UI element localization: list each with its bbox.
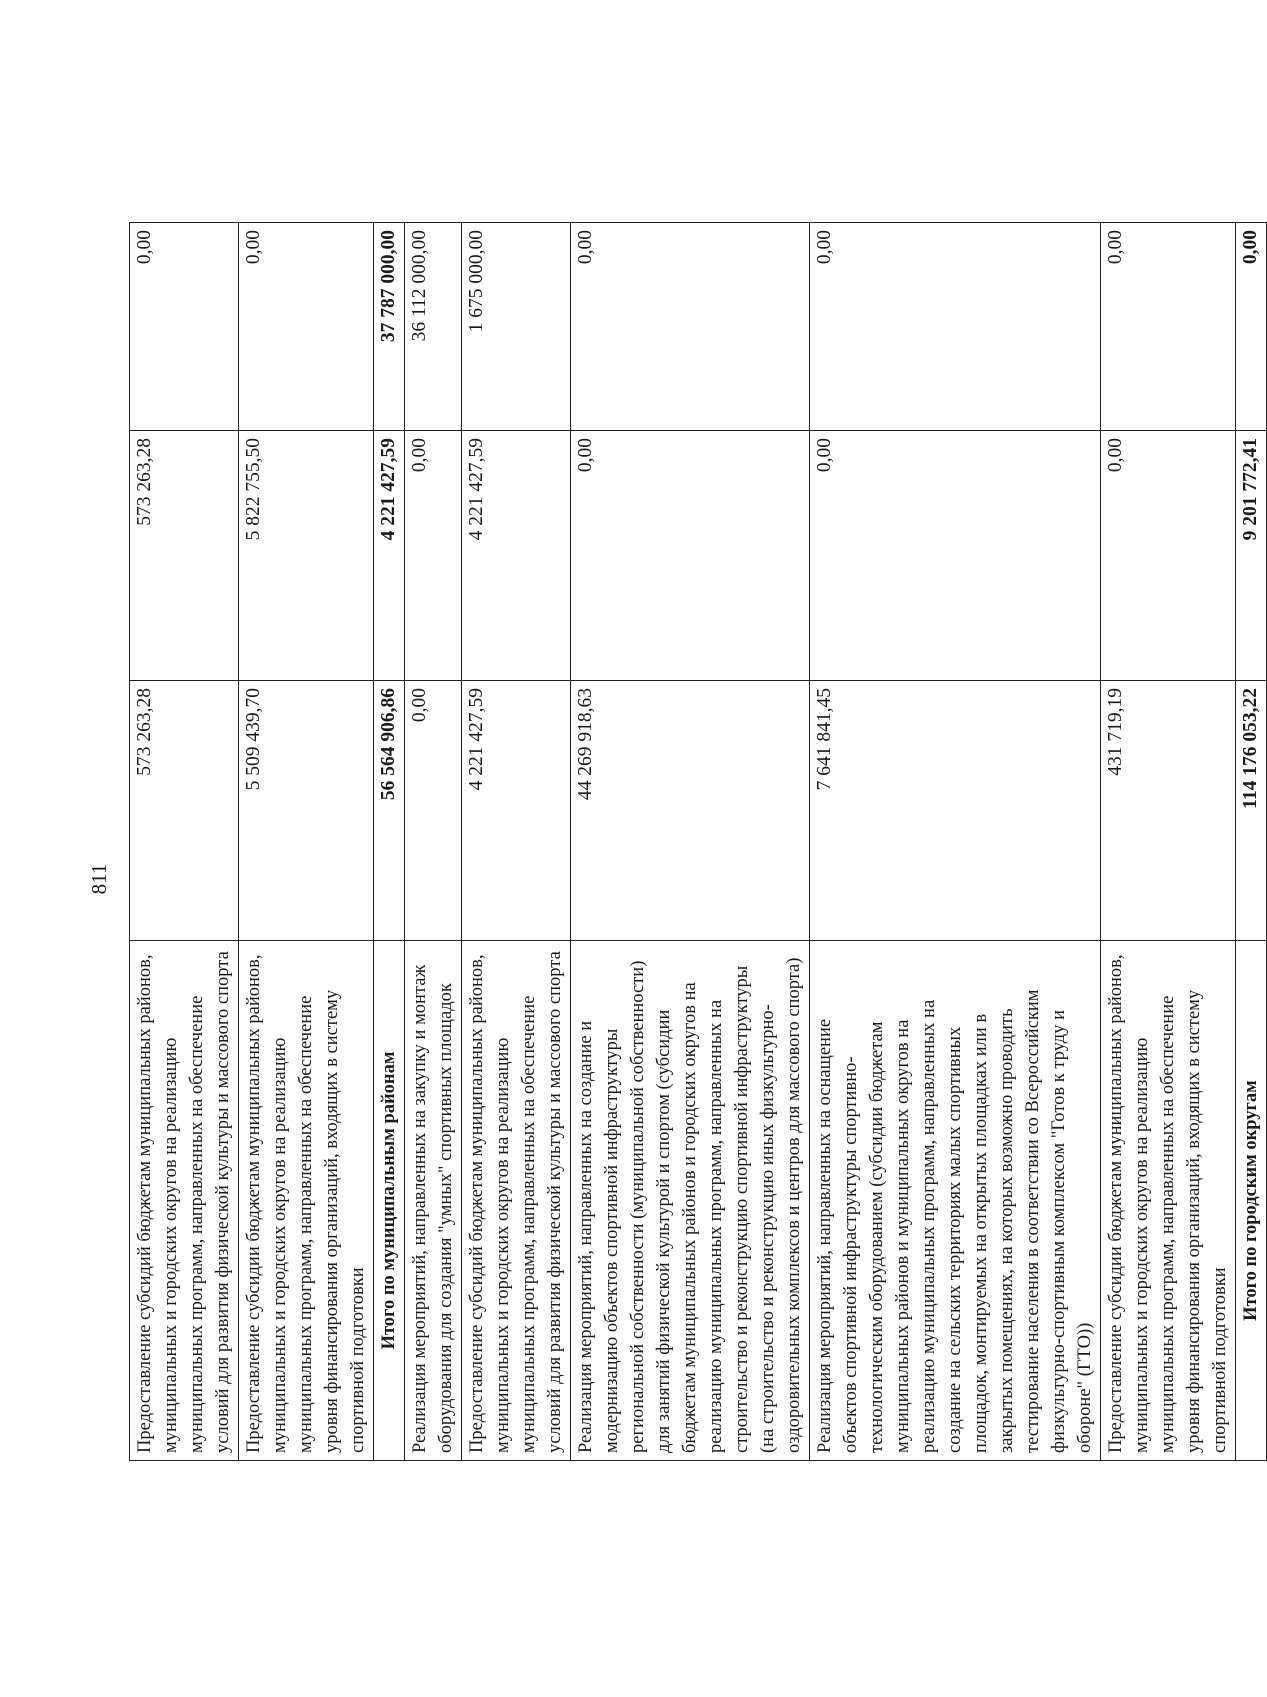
rotated-table-container: [129, 223, 1261, 1461]
table-row: [405, 223, 462, 1461]
row-value-col3: 37 787 000,00: [374, 223, 405, 431]
row-value-col1: 114 176 053,22: [1236, 681, 1267, 941]
total-row-city-districts: [1236, 223, 1267, 1461]
row-value-col2: 5 822 755,50: [239, 431, 374, 681]
table-row: [571, 223, 810, 1461]
table-row: [462, 223, 571, 1461]
row-description: Предоставление субсидий бюджетам муниципальных районов, муниципальных и городских округов на реализацию муниципальных программ, направленных на обеспечение условий для развития физической культуры и массового спорта: [462, 941, 571, 1461]
row-value-col2: 573 263,28: [130, 431, 239, 681]
row-value-col2: 9 201 772,41: [1236, 431, 1267, 681]
row-value-col2: 0,00: [1101, 431, 1236, 681]
row-description: Итого по муниципальным районам: [374, 941, 405, 1461]
row-value-col1: 0,00: [405, 681, 462, 941]
row-value-col1: 56 564 906,86: [374, 681, 405, 941]
row-description: Итого по городским округам: [1236, 941, 1267, 1461]
table-row: [1101, 223, 1236, 1461]
row-description: Предоставление субсидий бюджетам муниципальных районов, муниципальных и городских округов на реализацию муниципальных программ, направленных на обеспечение условий для развития физической культуры и массового спорта: [130, 941, 239, 1461]
row-description: Предоставление субсидии бюджетам муниципальных районов, муниципальных и городских округов на реализацию муниципальных программ, направленных на обеспечение уровня финансирования организаций, входящих в систему спортивной подготовки: [1101, 941, 1236, 1461]
row-value-col2: 0,00: [405, 431, 462, 681]
row-description: Реализация мероприятий, направленных на оснащение объектов спортивной инфраструктуры спортивно-технологическим оборудованием (субсидии бюджетам муниципальных районов и муниципальных округов на реализацию муниципальных программ, направленных на создание на сельских территориях малых спортивных площадок, монтируемых на открытых площадках или в закрытых помещениях, на которых возможно проводить тестирование населения в соответствии со Всероссийским физкультурно-спортивным комплексом "Готов к труду и обороне" (ГТО)): [810, 941, 1101, 1461]
row-value-col3: 36 112 000,00: [405, 223, 462, 431]
row-value-col1: 7 641 841,45: [810, 681, 1101, 941]
row-value-col1: 44 269 918,63: [571, 681, 810, 941]
row-value-col3: 0,00: [1101, 223, 1236, 431]
row-value-col2: 0,00: [810, 431, 1101, 681]
row-value-col3: 0,00: [571, 223, 810, 431]
table-row: [810, 223, 1101, 1461]
budget-table: [129, 222, 1267, 1461]
row-value-col2: 0,00: [571, 431, 810, 681]
row-description: Реализация мероприятий, направленных на закупку и монтаж оборудования для создания "умных" спортивных площадок: [405, 941, 462, 1461]
row-value-col1: 5 509 439,70: [239, 681, 374, 941]
row-value-col3: 1 675 000,00: [462, 223, 571, 431]
table-row: [130, 223, 239, 1461]
total-row-municipal-districts: [374, 223, 405, 1461]
row-value-col1: 4 221 427,59: [462, 681, 571, 941]
row-value-col1: 573 263,28: [130, 681, 239, 941]
row-description: Предоставление субсидии бюджетам муниципальных районов, муниципальных и городских округов на реализацию муниципальных программ, направленных на обеспечение уровня финансирования организаций, входящих в систему спортивной подготовки: [239, 941, 374, 1461]
table-row: [239, 223, 374, 1461]
row-value-col3: 0,00: [1236, 223, 1267, 431]
page-number: 811: [87, 863, 111, 895]
row-value-col3: 0,00: [130, 223, 239, 431]
row-value-col2: 4 221 427,59: [462, 431, 571, 681]
row-value-col3: 0,00: [810, 223, 1101, 431]
row-value-col3: 0,00: [239, 223, 374, 431]
row-description: Реализация мероприятий, направленных на создание и модернизацию объектов спортивной инфраструктуры региональной собственности (муниципальной собственности) для занятий физической культурой и спортом (субсидии бюджетам муниципальных районов и городских округов на реализацию муниципальных программ, направленных на строительство и реконструкцию спортивной инфраструктуры (на строительство и реконструкцию иных физкультурно-оздоровительных комплексов и центров для массового спорта): [571, 941, 810, 1461]
row-value-col2: 4 221 427,59: [374, 431, 405, 681]
row-value-col1: 431 719,19: [1101, 681, 1236, 941]
